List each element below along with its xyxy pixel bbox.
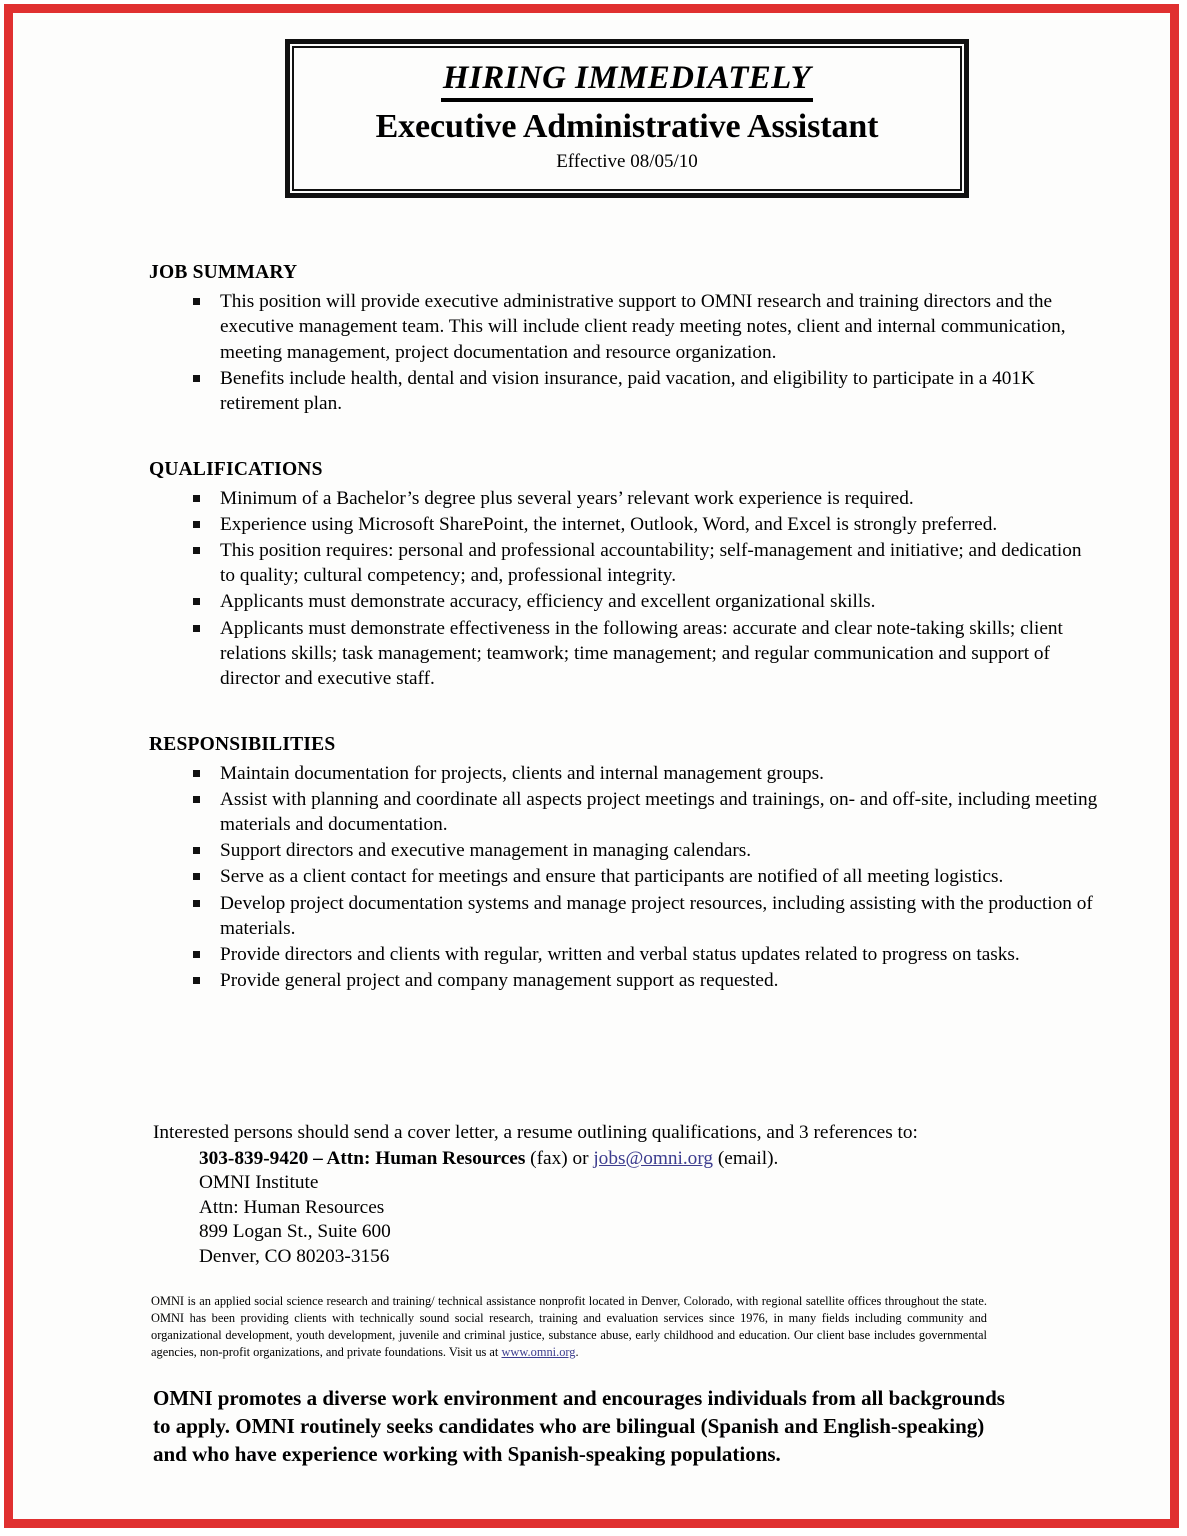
fax-connector-text: (fax) or xyxy=(525,1147,594,1169)
list-item xyxy=(149,864,1099,889)
contact-lead-text: Interested persons should send a cover letter, a resume outlining qualifications, and 3 references to: xyxy=(153,1122,918,1143)
email-link[interactable]: jobs@omni.org xyxy=(593,1147,714,1169)
scanned-page-frame xyxy=(4,4,1179,1528)
section-heading-responsibilities: RESPONSIBILITIES xyxy=(149,733,336,755)
website-link[interactable]: www.omni.org xyxy=(501,1345,576,1360)
list-item xyxy=(149,589,1099,614)
square-bullet-icon xyxy=(193,521,200,528)
square-bullet-icon xyxy=(193,873,200,880)
list-item-text: Minimum of a Bachelor’s degree plus several years’ relevant work experience is required. xyxy=(220,488,914,510)
list-item-text: Support directors and executive management in managing calendars. xyxy=(220,840,752,862)
list-item-text: Provide general project and company management support as requested. xyxy=(220,969,779,991)
city-state-zip: Denver, CO 80203-3156 xyxy=(199,1245,390,1267)
effective-date-label: Effective 08/05/10 xyxy=(556,151,698,173)
list-item xyxy=(149,512,1099,537)
masthead-inner-border xyxy=(292,46,962,191)
hiring-immediately-banner xyxy=(304,60,950,102)
responsibilities-bullet-list xyxy=(149,761,1099,993)
hiring-immediately-label: HIRING IMMEDIATELY xyxy=(441,60,813,102)
square-bullet-icon xyxy=(193,547,200,554)
page-title: Executive Administrative Assistant xyxy=(375,107,879,145)
list-item xyxy=(149,486,1099,511)
square-bullet-icon xyxy=(193,796,200,803)
street-address: 899 Logan St., Suite 600 xyxy=(199,1221,391,1242)
section-job-summary xyxy=(149,261,1099,416)
square-bullet-icon xyxy=(193,847,200,854)
document-page xyxy=(13,13,1170,1519)
list-item-text: Provide directors and clients with regular, written and verbal status updates related to progress on tasks. xyxy=(220,943,1020,965)
fax-number-label: 303-839-9420 – Attn: Human Resources xyxy=(199,1147,526,1169)
masthead-box xyxy=(285,39,969,198)
organization-name: OMNI Institute xyxy=(199,1172,319,1193)
fine-print-period: . xyxy=(575,1345,579,1360)
square-bullet-icon xyxy=(193,951,200,958)
contact-block xyxy=(153,1121,1053,1269)
fax-and-email-line xyxy=(199,1147,1053,1172)
job-summary-bullet-list xyxy=(149,289,1099,415)
list-item-text: Assist with planning and coordinate all aspects project meetings and trainings, on- and off-site, including meeting materials and documentation. xyxy=(220,789,1098,836)
list-item xyxy=(149,838,1099,863)
list-item-text: Maintain documentation for projects, clients and internal management groups. xyxy=(220,763,824,785)
list-item-text: Applicants must demonstrate accuracy, efficiency and excellent organizational skills. xyxy=(220,591,876,613)
list-item-text: This position requires: personal and professional accountability; self-management and initiative; and dedication to quality; cultural competency; and, professional integrity. xyxy=(220,540,1082,587)
list-item-text: Experience using Microsoft SharePoint, the internet, Outlook, Word, and Excel is strongly preferred. xyxy=(220,514,998,536)
square-bullet-icon xyxy=(193,375,200,382)
list-item xyxy=(149,968,1099,993)
square-bullet-icon xyxy=(193,495,200,502)
list-item-text: Applicants must demonstrate effectiveness in the following areas: accurate and clear note-taking skills; client relations skills; task management; teamwork; time management; and regular communication and support of director and executive staff. xyxy=(220,617,1063,689)
section-qualifications xyxy=(149,458,1099,691)
list-item-text: Develop project documentation systems and manage project resources, including assisting with the production of materials. xyxy=(220,892,1093,939)
section-heading-job-summary: JOB SUMMARY xyxy=(149,262,298,283)
square-bullet-icon xyxy=(193,598,200,605)
section-responsibilities xyxy=(149,733,1099,993)
list-item-text: Benefits include health, dental and vision insurance, paid vacation, and eligibility to participate in a 401K retirement plan. xyxy=(220,367,1035,414)
attn-line: Attn: Human Resources xyxy=(199,1196,385,1218)
fine-print-text: OMNI is an applied social science research and training/ technical assistance nonprofit located in Denver, Colorado, with regional satellite offices throughout the state. OMNI has been providing clients with technically sound social research, training and evaluation services since 1976, in many fields including community and organizational development, youth development, juvenile and criminal justice, substance abuse, early childhood and education. Our client base includes governmental agencies, non-profit organizations, and private foundations. Visit us at xyxy=(151,1294,987,1360)
square-bullet-icon xyxy=(193,625,200,632)
section-heading-qualifications: QUALIFICATIONS xyxy=(149,458,323,480)
list-item xyxy=(149,891,1099,941)
list-item xyxy=(149,787,1099,837)
square-bullet-icon xyxy=(193,900,200,907)
contact-details xyxy=(199,1147,1053,1270)
email-suffix-text: (email). xyxy=(713,1147,779,1169)
square-bullet-icon xyxy=(193,770,200,777)
list-item xyxy=(149,616,1099,691)
square-bullet-icon xyxy=(193,298,200,305)
list-item xyxy=(149,761,1099,786)
list-item-text: Serve as a client contact for meetings and ensure that participants are notified of all meeting logistics. xyxy=(220,866,1004,888)
list-item xyxy=(149,538,1099,588)
qualifications-bullet-list xyxy=(149,486,1099,691)
list-item xyxy=(149,289,1099,364)
document-body xyxy=(149,261,1099,994)
square-bullet-icon xyxy=(193,977,200,984)
list-item xyxy=(149,366,1099,416)
diversity-statement: OMNI promotes a diverse work environment and encourages individuals from all backgrounds to apply. OMNI routinely seeks candidates who are bilingual (Spanish and English-speaking) and who have experience working with Spanish-speaking populations. xyxy=(153,1386,1005,1466)
list-item xyxy=(149,942,1099,967)
list-item-text: This position will provide executive administrative support to OMNI research and training directors and the executive management team. This will include client ready meeting notes, client and internal communication, meeting management, project documentation and resource organization. xyxy=(220,291,1066,363)
organization-fine-print xyxy=(151,1293,987,1361)
